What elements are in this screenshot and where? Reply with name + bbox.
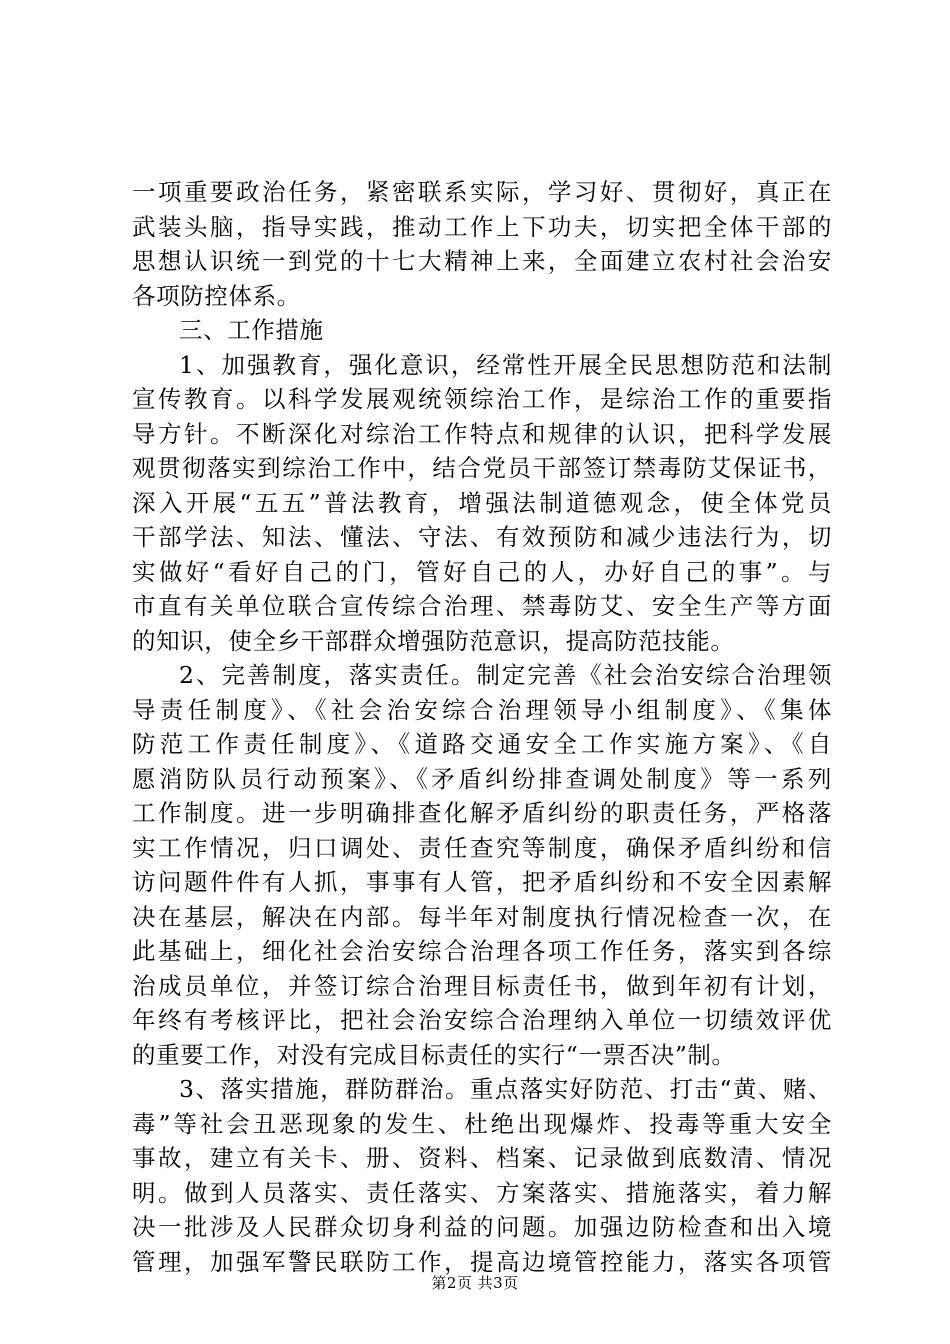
- text-line: 决在基层，解决在内部。每半年对制度执行情况检查一次，在: [132, 902, 832, 931]
- text-line: 导方针。不断深化对综治工作特点和规律的认识，把科学发展: [132, 419, 832, 448]
- text-line: 宣传教育。以科学发展观统领综治工作，是综治工作的重要指: [132, 385, 832, 413]
- page-number-label: 第2页 共3页: [431, 1274, 519, 1292]
- text-line: 思想认识统一到党的十七大精神上来，全面建立农村社会治安: [132, 247, 832, 275]
- text-line: 武装头脑，指导实践，推动工作上下功夫，切实把全体干部的: [132, 212, 832, 241]
- text-line: 毒”等社会丑恶现象的发生、杜绝出现爆炸、投毒等重大安全: [132, 1109, 832, 1138]
- text-line: 一项重要政治任务，紧密联系实际，学习好、贯彻好，真正在: [132, 178, 832, 206]
- text-line: 实做好“看好自己的门，管好自己的人，办好自己的事”。与: [132, 557, 832, 586]
- text-line: 各项防控体系。: [132, 281, 301, 310]
- text-line: 3、落实措施，群防群治。重点落实好防范、打击“黄、赌、: [179, 1075, 832, 1103]
- text-line: 的知识，使全乡干部群众增强防范意识，提高防范技能。: [132, 626, 735, 655]
- text-line: 市直有关单位联合宣传综合治理、禁毒防艾、安全生产等方面: [132, 592, 832, 620]
- text-line: 年终有考核评比，把社会治安综合治理纳入单位一切绩效评优: [132, 1006, 832, 1034]
- text-line: 实工作情况，归口调处、责任查究等制度，确保矛盾纠纷和信: [132, 833, 832, 862]
- text-line: 管理，加强军警民联防工作，提高边境管控能力，落实各项管: [132, 1247, 832, 1276]
- page-footer: [0, 1272, 950, 1293]
- text-line: 明。做到人员落实、责任落实、方案落实、措施落实，着力解: [132, 1178, 832, 1207]
- text-line: 决一批涉及人民群众切身利益的问题。加强边防检查和出入境: [132, 1213, 832, 1241]
- text-line: 2、完善制度，落实责任。制定完善《社会治安综合治理领: [179, 661, 832, 689]
- text-line: 防范工作责任制度》、《道路交通安全工作实施方案》、《自: [132, 730, 832, 758]
- text-line: 三、工作措施: [179, 316, 324, 344]
- text-line: 深入开展“五五”普法教育，增强法制道德观念，使全体党员: [132, 488, 832, 517]
- text-line: 访问题件件有人抓，事事有人管，把矛盾纠纷和不安全因素解: [132, 868, 832, 896]
- text-line: 干部学法、知法、懂法、守法、有效预防和减少违法行为，切: [132, 523, 832, 551]
- document-body: [132, 175, 832, 1279]
- text-line: 的重要工作，对没有完成目标责任的实行“一票否决”制。: [132, 1040, 736, 1069]
- text-line: 工作制度。进一步明确排查化解矛盾纠纷的职责任务，严格落: [132, 799, 832, 827]
- text-line: 此基础上，细化社会治安综合治理各项工作任务，落实到各综: [132, 937, 832, 965]
- text-line: 治成员单位，并签订综合治理目标责任书，做到年初有计划，: [132, 971, 832, 1000]
- text-line: 观贯彻落实到综治工作中，结合党员干部签订禁毒防艾保证书，: [132, 454, 832, 482]
- text-line: 1、加强教育，强化意识，经常性开展全民思想防范和法制: [179, 350, 832, 379]
- text-line: 事故，建立有关卡、册、资料、档案、记录做到底数清、情况: [132, 1144, 832, 1172]
- text-line: 导责任制度》、《社会治安综合治理领导小组制度》、《集体: [132, 695, 832, 724]
- text-line: 愿消防队员行动预案》、《矛盾纠纷排查调处制度》等一系列: [132, 764, 832, 793]
